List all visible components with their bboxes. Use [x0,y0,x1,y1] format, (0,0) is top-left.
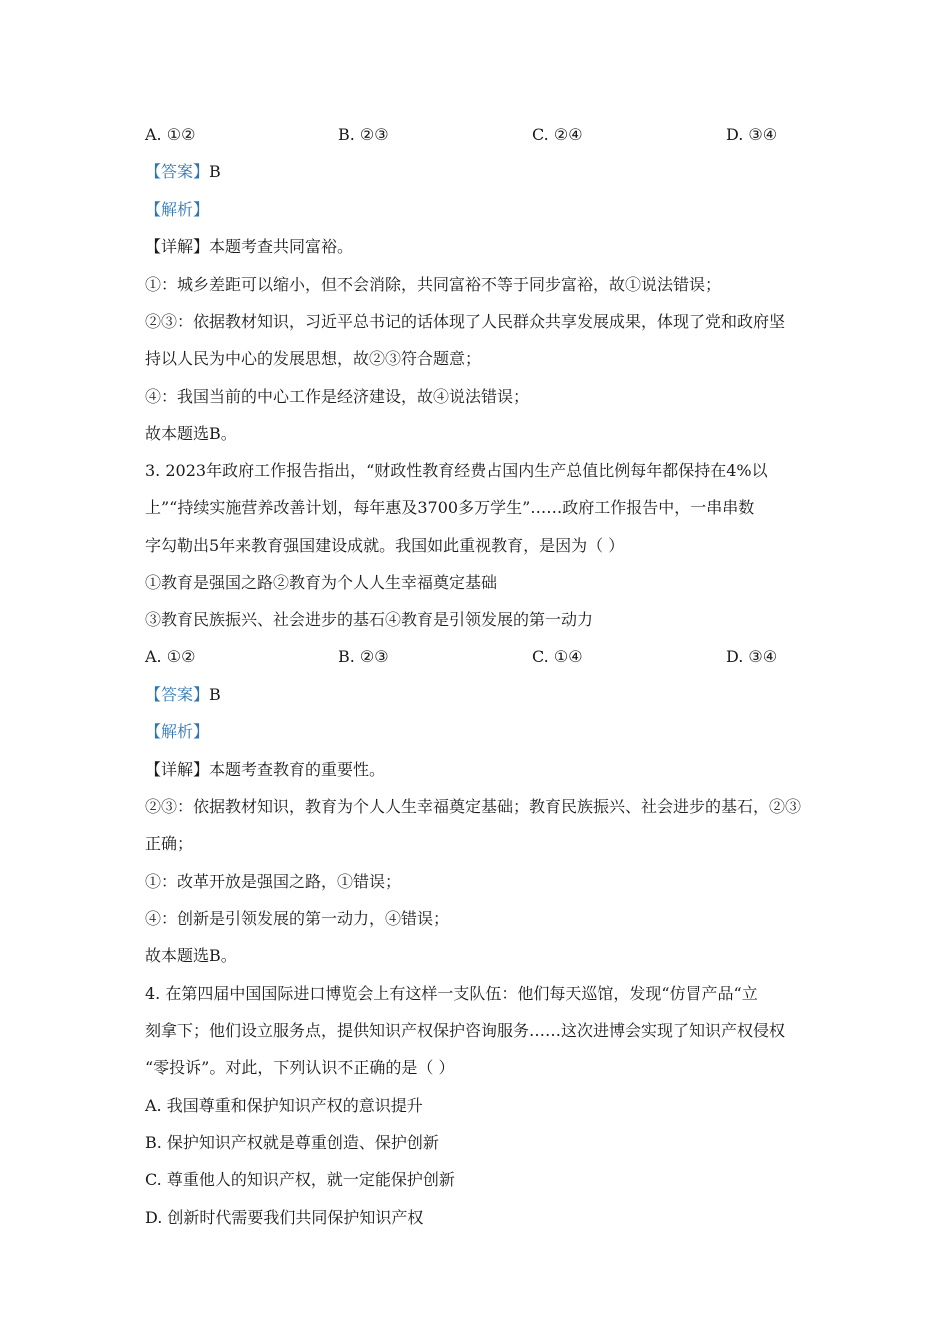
q3-detail-line: 故本题选B。 [145,946,237,965]
q4-option-d: D. 创新时代需要我们共同保护知识产权 [145,1208,424,1227]
q3-stem-line: 3. 2023年政府工作报告指出，“财政性教育经费占国内生产总值比例每年都保持在4%以 [145,461,768,480]
q2-option-d: D. ③④ [726,125,778,144]
q2-detail-line: 【详解】本题考查共同富裕。 [145,237,354,256]
q2-answer-tag: 【答案】 [145,162,210,181]
q3-detail-line: ④：创新是引领发展的第一动力，④错误； [145,909,450,928]
q3-detail-line: ①：改革开放是强国之路，①错误； [145,872,402,891]
q3-analysis-tag: 【解析】 [145,722,210,741]
q2-detail-line: ①：城乡差距可以缩小，但不会消除，共同富裕不等于同步富裕，故①说法错误； [145,275,722,294]
q2-analysis-tag: 【解析】 [145,200,210,219]
q3-detail-line: 【详解】本题考查教育的重要性。 [145,760,386,779]
q3-option-c: C. ①④ [532,647,583,666]
q3-statement-line: ①教育是强国之路②教育为个人人生幸福奠定基础 [145,573,498,592]
q3-option-b: B. ②③ [338,647,389,666]
q3-statement-line: ③教育民族振兴、社会进步的基石④教育是引领发展的第一动力 [145,610,594,629]
q3-option-a: A. ①② [145,647,196,666]
q2-detail-line: 持以人民为中心的发展思想，故②③符合题意； [145,349,482,368]
q2-detail-line: 故本题选B。 [145,424,237,443]
q2-option-a: A. ①② [145,125,196,144]
q4-option-b: B. 保护知识产权就是尊重创造、保护创新 [145,1133,439,1152]
q3-option-d: D. ③④ [726,647,778,666]
q4-stem-line: 4. 在第四届中国国际进口博览会上有这样一支队伍：他们每天巡馆，发现“仿冒产品“立 [145,984,758,1003]
q2-option-c: C. ②④ [532,125,583,144]
q4-option-a: A. 我国尊重和保护知识产权的意识提升 [145,1096,423,1115]
q3-answer-tag: 【答案】 [145,685,210,704]
q2-detail-line: ④：我国当前的中心工作是经济建设，故④说法错误； [145,387,530,406]
q3-detail-line: 正确； [145,834,194,853]
q3-answer-value: B [209,685,221,704]
q3-detail-line: ②③：依据教材知识，教育为个人人生幸福奠定基础；教育民族振兴、社会进步的基石，②③ [145,797,802,816]
q4-stem-line: 刻拿下；他们设立服务点，提供知识产权保护咨询服务……这次进博会实现了知识产权侵权 [145,1021,786,1040]
q4-option-c: C. 尊重他人的知识产权，就一定能保护创新 [145,1170,455,1189]
q2-answer [145,162,221,182]
q2-answer-value: B [209,162,221,181]
q2-detail-line: ②③：依据教材知识，习近平总书记的话体现了人民群众共享发展成果，体现了党和政府坚 [145,312,786,331]
q3-answer [145,685,221,705]
q3-stem-line: 字勾勒出5年来教育强国建设成就。我国如此重视教育，是因为（ ） [145,536,625,555]
q3-stem-line: 上”“持续实施营养改善计划，每年惠及3700多万学生”……政府工作报告中，一串串数 [145,498,755,517]
q4-stem-line: “零投诉”。对此，下列认识不正确的是（ ） [145,1058,455,1077]
q2-option-b: B. ②③ [338,125,389,144]
